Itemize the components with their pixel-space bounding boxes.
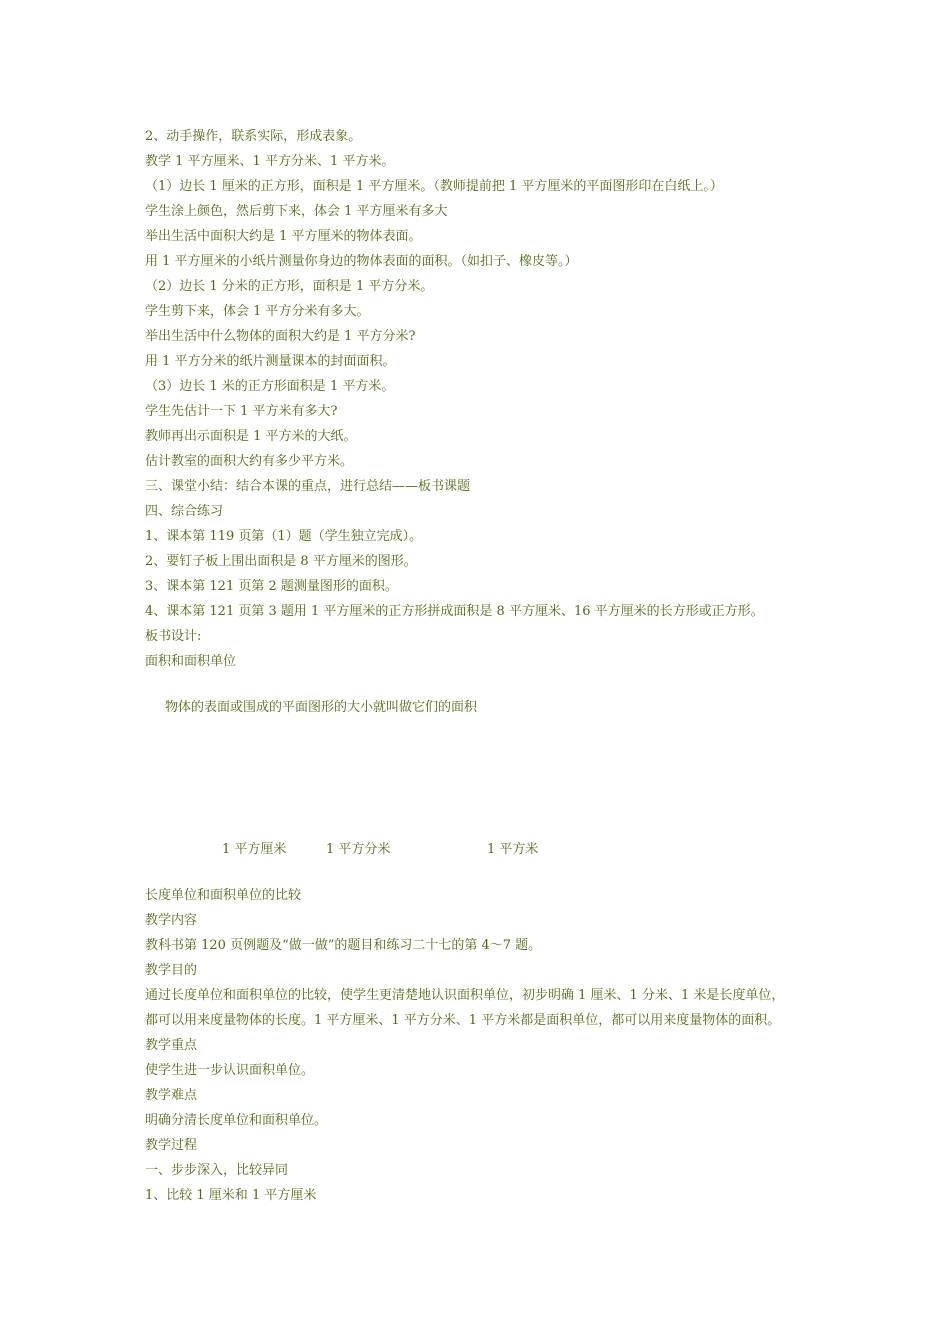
text-line: 四、综合练习 <box>145 504 224 519</box>
text-line: 教学 1 平方厘米、1 平方分米、1 平方米。 <box>145 154 395 169</box>
text-line: 1、课本第 119 页第（1）题（学生独立完成）。 <box>145 529 423 544</box>
key-heading: 教学重点 <box>145 1038 198 1053</box>
content-text: 教科书第 120 页例题及“做一做”的题目和练习二十七的第 4～7 题。 <box>145 938 542 953</box>
text-line: 3、课本第 121 页第 2 题测量图形的面积。 <box>145 579 398 594</box>
text-line: 4、课本第 121 页第 3 题用 1 平方厘米的正方形拼成面积是 8 平方厘米、16 平方厘米的长方形或正方形。 <box>145 604 764 619</box>
content-heading: 教学内容 <box>145 913 198 928</box>
text-line: 教师再出示面积是 1 平方米的大纸。 <box>145 429 357 444</box>
text-line: 用 1 平方厘米的小纸片测量你身边的物体表面的面积。（如扣子、橡皮等。） <box>145 254 578 269</box>
board-unit-square-centimeter: 1 平方厘米 <box>222 842 287 857</box>
text-line: （1）边长 1 厘米的正方形，面积是 1 平方厘米。（教师提前把 1 平方厘米的平面图形印在白纸上。） <box>145 179 723 194</box>
text-line: （2）边长 1 分米的正方形，面积是 1 平方分米。 <box>145 279 434 294</box>
goal-heading: 教学目的 <box>145 963 198 978</box>
text-line: 学生先估计一下 1 平方米有多大? <box>145 404 338 419</box>
text-line: 三、课堂小结：结合本课的重点，进行总结——板书课题 <box>145 479 471 494</box>
process-step-1-1: 1、比较 1 厘米和 1 平方厘米 <box>145 1188 317 1203</box>
board-unit-square-decimeter: 1 平方分米 <box>326 842 391 857</box>
board-design-heading: 板书设计: <box>145 629 202 644</box>
text-line: 2、动手操作，联系实际，形成表象。 <box>145 129 362 144</box>
text-line: 举出生活中面积大约是 1 平方厘米的物体表面。 <box>145 229 422 244</box>
goal-text-line-1: 通过长度单位和面积单位的比较，使学生更清楚地认识面积单位，初步明确 1 厘米、1 分米、1 米是长度单位， <box>145 988 785 1003</box>
process-heading: 教学过程 <box>145 1138 198 1153</box>
text-line: （3）边长 1 米的正方形面积是 1 平方米。 <box>145 379 395 394</box>
process-step-1: 一、步步深入，比较异同 <box>145 1163 289 1178</box>
text-line: 用 1 平方分米的纸片测量课本的封面面积。 <box>145 354 396 369</box>
section-title: 长度单位和面积单位的比较 <box>145 888 302 903</box>
key-text: 使学生进一步认识面积单位。 <box>145 1063 315 1078</box>
text-line: 学生涂上颜色，然后剪下来，体会 1 平方厘米有多大 <box>145 204 448 219</box>
goal-text-line-2: 都可以用来度量物体的长度。1 平方厘米、1 平方分米、1 平方米都是面积单位，都可以用来度量物体的面积。 <box>145 1013 781 1028</box>
text-line: 2、要钉子板上围出面积是 8 平方厘米的图形。 <box>145 554 417 569</box>
board-title: 面积和面积单位 <box>145 654 237 669</box>
text-line: 举出生活中什么物体的面积大约是 1 平方分米? <box>145 329 416 344</box>
board-unit-square-meter: 1 平方米 <box>487 842 539 857</box>
difficulty-heading: 教学难点 <box>145 1088 198 1103</box>
difficulty-text: 明确分清长度单位和面积单位。 <box>145 1113 328 1128</box>
text-line: 估计教室的面积大约有多少平方米。 <box>145 454 354 469</box>
text-line: 学生剪下来，体会 1 平方分米有多大。 <box>145 304 370 319</box>
board-definition: 物体的表面或围成的平面图形的大小就叫做它们的面积 <box>165 700 478 715</box>
